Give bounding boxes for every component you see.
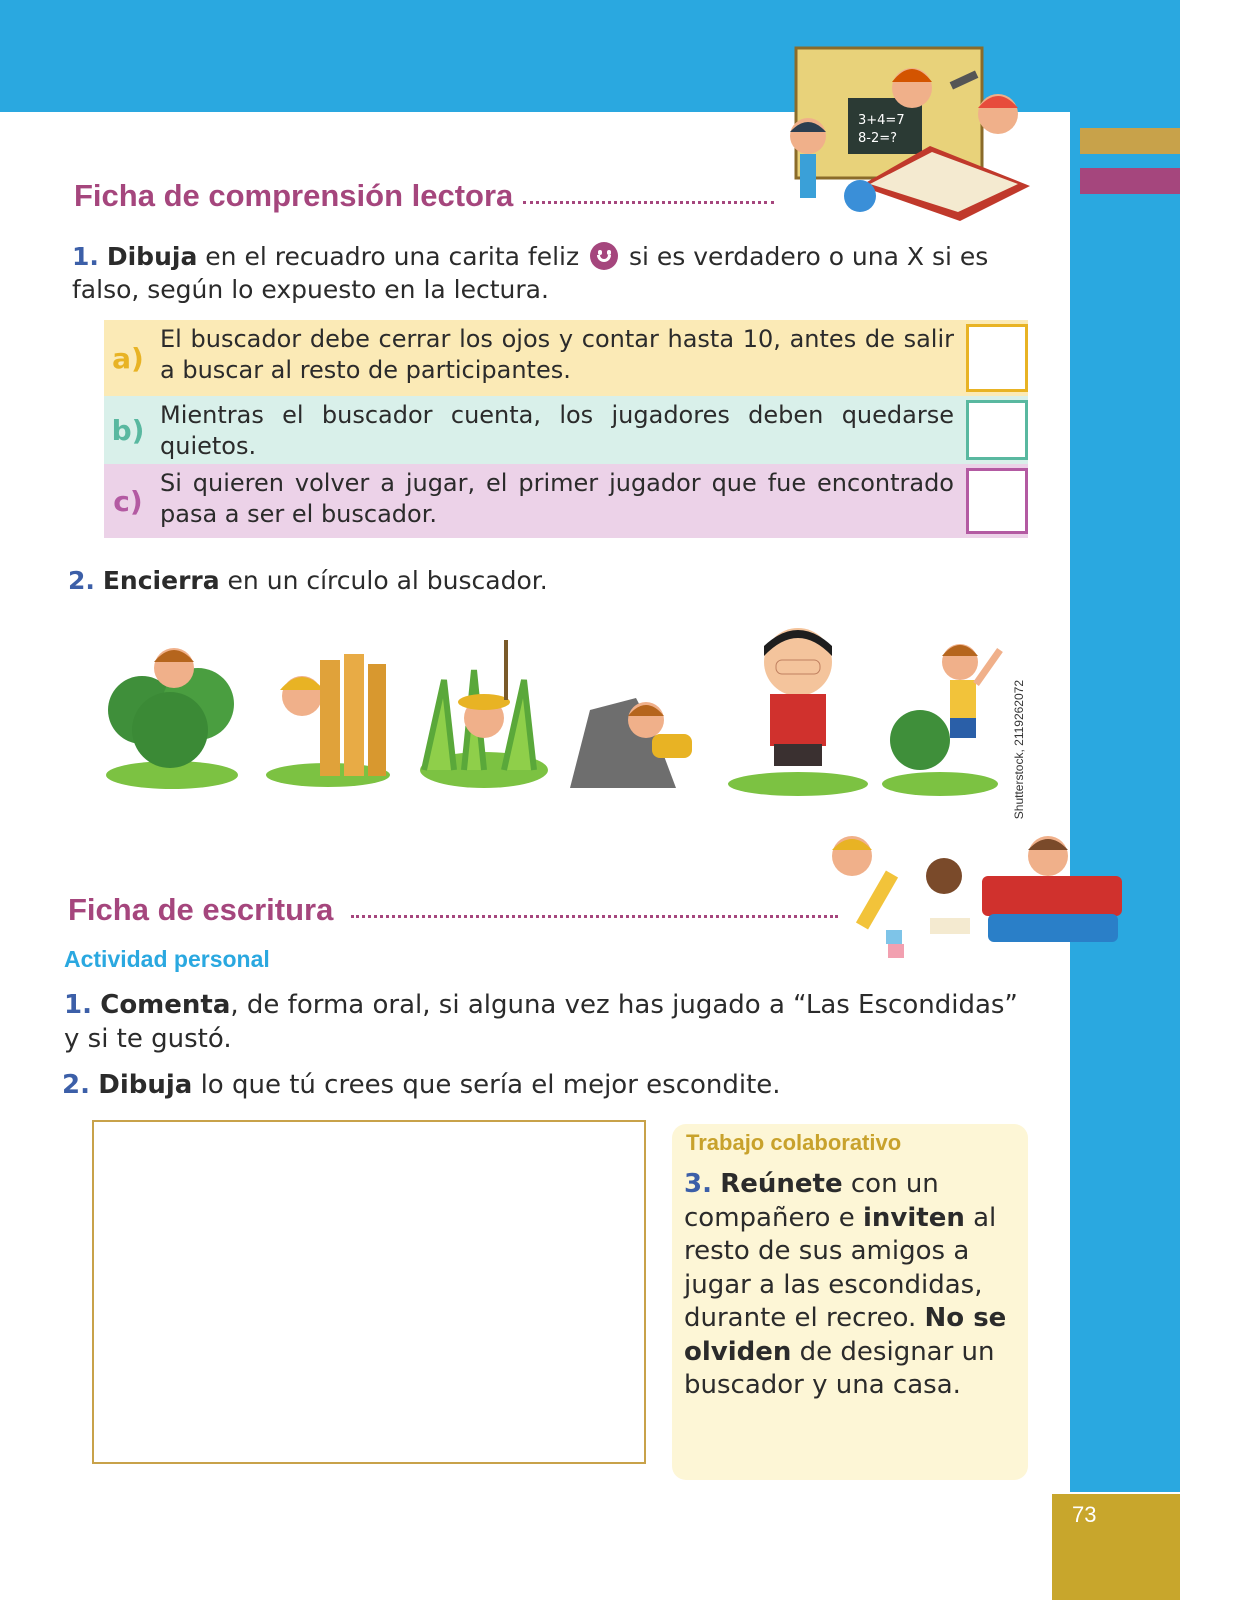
statement-letter: c) [113, 484, 143, 518]
kid-behind-fence[interactable] [262, 620, 394, 790]
question-verb: Dibuja [106, 242, 198, 271]
question-number: 3. [684, 1169, 712, 1199]
statement-letter: a) [112, 341, 144, 375]
section-title-escritura: Ficha de escritura [68, 892, 334, 927]
writing-question-1 [64, 988, 1034, 1056]
statement-c [104, 464, 1028, 538]
statement-text: El buscador debe cerrar los ojos y contar hasta 10, antes de salir a buscar al resto de participantes. [160, 325, 954, 384]
kid-behind-rock[interactable] [566, 620, 716, 790]
collab-text-6: de designar un buscador y una casa. [684, 1336, 995, 1400]
subheading-actividad-personal: Actividad personal [64, 946, 270, 972]
question-2 [68, 564, 1028, 597]
reading-kids-illustration [760, 36, 1050, 226]
collab-bold-3: inviten [863, 1202, 965, 1233]
question-number: 2. [62, 1070, 90, 1100]
purple-tab [1080, 168, 1180, 194]
section-title-comprension: Ficha de comprensión lectora [74, 178, 514, 213]
image-credit: Shutterstock, 2119262072 [1012, 680, 1026, 820]
question-text: en un círculo al buscador. [219, 566, 548, 595]
collaborative-text [684, 1168, 1014, 1403]
drawing-box[interactable] [92, 1120, 646, 1464]
dotted-line [523, 201, 774, 204]
gold-tab [1080, 128, 1180, 154]
statement-b [104, 396, 1028, 464]
collab-text-2: con un compañero e [684, 1169, 939, 1233]
statement-text: Mientras el buscador cuenta, los jugadores deben quedarse quietos. [160, 401, 954, 460]
question-text: , de forma oral, si alguna vez has jugado a “Las Escondidas” y si te gustó. [64, 990, 1018, 1054]
question-text: lo que tú crees que sería el mejor escondite. [192, 1070, 781, 1100]
collaborative-work-box [672, 1124, 1028, 1480]
answer-box-c[interactable] [966, 468, 1028, 534]
section-title-row [68, 892, 838, 928]
svg-text:3+4=7: 3+4=7 [858, 113, 905, 128]
question-text-continued: si es verdadero o una X si es falso, según lo expuesto en la lectura. [72, 242, 989, 304]
statement-text: Si quieren volver a jugar, el primer jugador que fue encontrado pasa a ser el buscador. [160, 469, 954, 528]
writing-question-2 [62, 1068, 1032, 1102]
collab-bold-5: No se olviden [684, 1303, 1007, 1367]
question-verb: Encierra [102, 566, 220, 595]
smiley-face-icon [590, 242, 618, 270]
question-number: 2. [68, 566, 95, 595]
svg-text:8-2=?: 8-2=? [858, 131, 898, 146]
answer-box-b[interactable] [966, 400, 1028, 460]
kid-cheering[interactable] [880, 620, 1006, 796]
section-title-row [74, 178, 774, 214]
statement-letter: b) [111, 413, 145, 447]
kid-counting-seeker[interactable] [724, 620, 872, 796]
question-verb: Comenta [100, 990, 231, 1020]
answer-box-a[interactable] [966, 324, 1028, 392]
collab-bold-1: Reúnete [720, 1169, 843, 1199]
dotted-line [351, 915, 838, 918]
question-number: 1. [64, 990, 92, 1020]
question-number: 1. [72, 242, 99, 271]
kid-behind-bush[interactable] [102, 620, 242, 790]
question-verb: Dibuja [98, 1070, 193, 1100]
kid-in-grass[interactable] [414, 620, 554, 790]
statement-a [104, 320, 1028, 396]
question-1 [72, 240, 1032, 306]
page-margin [1180, 0, 1236, 1600]
right-blue-band [1070, 112, 1180, 1492]
question-text: en el recuadro una carita feliz [197, 242, 588, 271]
kids-with-books-illustration [812, 826, 1132, 966]
collab-text-4: al resto de sus amigos a jugar a las escondidas, durante el recreo. [684, 1202, 997, 1333]
page-number: 73 [1072, 1502, 1097, 1527]
collaborative-title: Trabajo colaborativo [686, 1130, 902, 1155]
